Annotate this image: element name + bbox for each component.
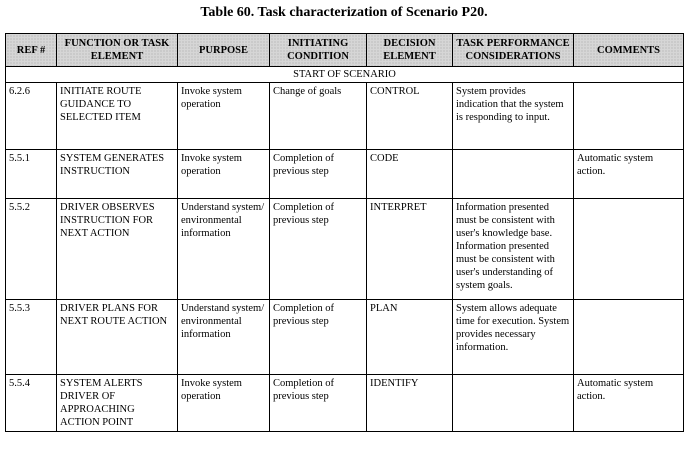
cell-condition: Change of goals bbox=[270, 83, 367, 150]
cell-performance bbox=[453, 150, 574, 199]
cell-purpose: Understand system/ environmental information bbox=[178, 199, 270, 300]
cell-comments bbox=[574, 83, 684, 150]
cell-condition: Completion of previous step bbox=[270, 150, 367, 199]
cell-purpose: Invoke system operation bbox=[178, 83, 270, 150]
cell-function: DRIVER PLANS FOR NEXT ROUTE ACTION bbox=[57, 300, 178, 375]
cell-decision: PLAN bbox=[367, 300, 453, 375]
cell-function: SYSTEM GENERATES INSTRUCTION bbox=[57, 150, 178, 199]
cell-condition: Completion of previous step bbox=[270, 300, 367, 375]
cell-purpose: Understand system/ environmental information bbox=[178, 300, 270, 375]
cell-decision: CONTROL bbox=[367, 83, 453, 150]
header-condition: INITIATING CONDITION bbox=[270, 34, 367, 67]
cell-ref: 5.5.1 bbox=[6, 150, 57, 199]
cell-condition: Completion of previous step bbox=[270, 199, 367, 300]
cell-comments: Automatic system action. bbox=[574, 150, 684, 199]
table-row bbox=[6, 83, 684, 150]
cell-performance: System provides indication that the system is responding to input. bbox=[453, 83, 574, 150]
start-of-scenario-row bbox=[6, 67, 684, 83]
header-row bbox=[6, 34, 684, 67]
table-row bbox=[6, 199, 684, 300]
cell-comments bbox=[574, 300, 684, 375]
cell-condition: Completion of previous step bbox=[270, 375, 367, 432]
header-purpose: PURPOSE bbox=[178, 34, 270, 67]
cell-ref: 6.2.6 bbox=[6, 83, 57, 150]
cell-ref: 5.5.2 bbox=[6, 199, 57, 300]
cell-function: INITIATE ROUTE GUIDANCE TO SELECTED ITEM bbox=[57, 83, 178, 150]
cell-performance bbox=[453, 375, 574, 432]
task-characterization-table bbox=[5, 33, 684, 432]
header-comments: COMMENTS bbox=[574, 34, 684, 67]
header-performance: TASK PERFORMANCE CONSIDERATIONS bbox=[453, 34, 574, 67]
table-title: Table 60. Task characterization of Scenario P20. bbox=[200, 5, 488, 20]
header-decision: DECISION ELEMENT bbox=[367, 34, 453, 67]
table-row bbox=[6, 150, 684, 199]
cell-purpose: Invoke system operation bbox=[178, 375, 270, 432]
start-of-scenario-label: START OF SCENARIO bbox=[6, 67, 684, 83]
cell-ref: 5.5.3 bbox=[6, 300, 57, 375]
cell-performance: Information presented must be consistent with user's knowledge base. Information presented must be consistent with user's understanding of system goals. bbox=[453, 199, 574, 300]
cell-performance: System allows adequate time for execution. System provides necessary information. bbox=[453, 300, 574, 375]
cell-decision: CODE bbox=[367, 150, 453, 199]
cell-purpose: Invoke system operation bbox=[178, 150, 270, 199]
cell-ref: 5.5.4 bbox=[6, 375, 57, 432]
cell-function: SYSTEM ALERTS DRIVER OF APPROACHING ACTION POINT bbox=[57, 375, 178, 432]
cell-function: DRIVER OBSERVES INSTRUCTION FOR NEXT ACTION bbox=[57, 199, 178, 300]
table-row bbox=[6, 300, 684, 375]
header-function: FUNCTION OR TASK ELEMENT bbox=[57, 34, 178, 67]
cell-decision: IDENTIFY bbox=[367, 375, 453, 432]
cell-comments: Automatic system action. bbox=[574, 375, 684, 432]
header-ref: REF # bbox=[6, 34, 57, 67]
cell-comments bbox=[574, 199, 684, 300]
cell-decision: INTERPRET bbox=[367, 199, 453, 300]
table-row bbox=[6, 375, 684, 432]
